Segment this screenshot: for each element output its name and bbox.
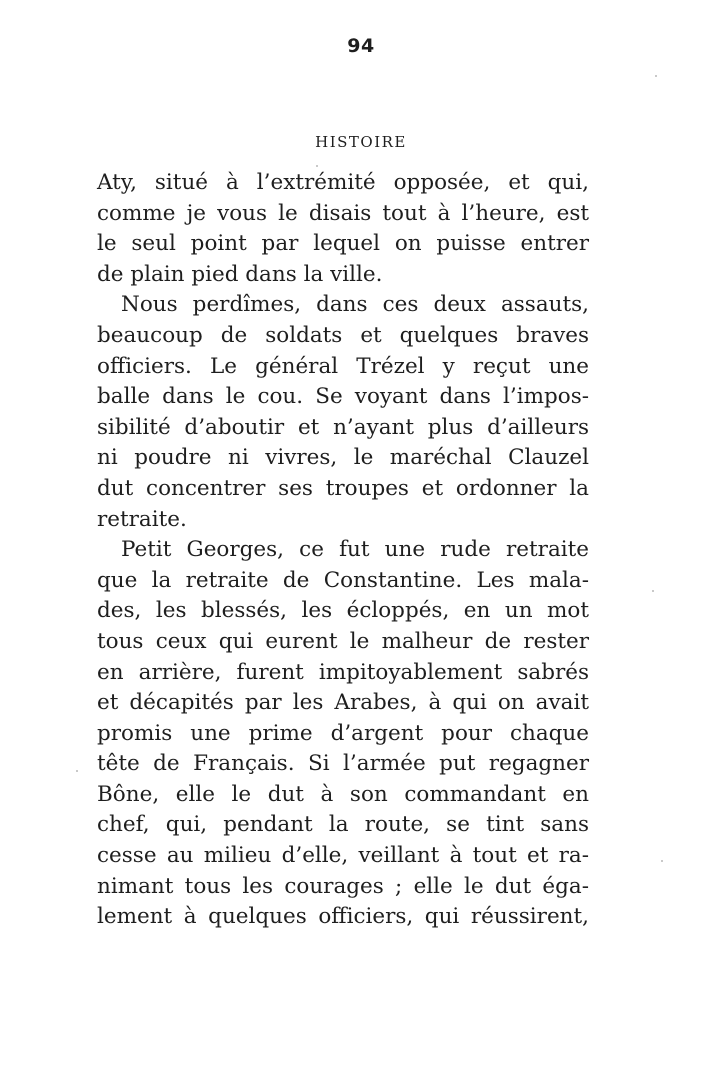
text-line: promis une prime d’argent pour chaque (97, 720, 589, 746)
running-head: HISTOIRE (315, 133, 407, 151)
text-line: le seul point par lequel on puisse entrer (97, 231, 589, 257)
text-line: ni poudre ni vivres, le maréchal Clauzel (97, 445, 589, 471)
text-line: tous ceux qui eurent le malheur de rester (97, 628, 589, 654)
text-line: comme je vous le disais tout à l’heure, est (97, 200, 589, 226)
paper-speck (316, 165, 318, 167)
text-line: et décapités par les Arabes, à qui on avait (97, 690, 589, 716)
text-line: de plain pied dans la ville. (97, 261, 383, 287)
text-line: dut concentrer ses troupes et ordonner la (97, 475, 589, 501)
text-line: Aty, situé à l’extrémité opposée, et qui, (97, 170, 589, 195)
text-line: officiers. Le général Trézel y reçut une (97, 353, 589, 379)
text-line: lement à quelques officiers, qui réussirent, (97, 904, 589, 930)
body-text (97, 168, 589, 933)
text-line: balle dans le cou. Se voyant dans l’impos- (97, 384, 589, 410)
text-line: Bône, elle le dut à son commandant en (97, 781, 589, 807)
text-line: chef, qui, pendant la route, se tint sans (97, 812, 589, 838)
text-line: que la retraite de Constantine. Les mala- (97, 567, 589, 593)
text-line: des, les blessés, les écloppés, en un mot (97, 598, 589, 624)
text-line: tête de Français. Si l’armée put regagner (97, 751, 589, 777)
page-number: 94 (347, 35, 375, 57)
text-line: Nous perdîmes, dans ces deux assauts, (121, 292, 589, 318)
paper-speck (652, 590, 654, 592)
paper-speck (655, 75, 657, 77)
text-line: Petit Georges, ce fut une rude retraite (121, 537, 589, 563)
text-line: en arrière, furent impitoyablement sabrés (97, 659, 589, 685)
text-line: nimant tous les courages ; elle le dut éga- (97, 873, 589, 899)
paper-speck (76, 770, 78, 772)
text-line: cesse au milieu d’elle, veillant à tout et ra- (97, 843, 589, 869)
text-line: retraite. (97, 506, 187, 532)
text-line: beaucoup de soldats et quelques braves (97, 322, 589, 348)
paper-speck (661, 860, 663, 862)
text-line: sibilité d’aboutir et n’ayant plus d’ailleurs (97, 414, 589, 440)
